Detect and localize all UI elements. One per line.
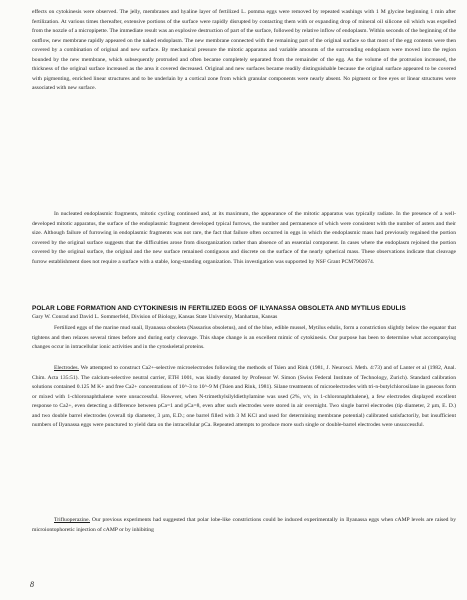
paragraph-introduction: Fertilized eggs of the marine mud snail, Ilyanassa obsoleta (Nassarius obsoletus), and of the blue, edible mussel, Mytilus edulis, form a constriction slightly below the equator that tightens and then relaxes several times before and during early cleavage. This shape change is an excellent mimic of cytokinesis. Our purpose has been to determine what accompanying changes occur in intracellular ionic activities and in the cytoskeletal proteins. [32, 325, 456, 350]
paragraph-electrodes [32, 364, 456, 431]
trifluoperazine-heading: Trifluoperazine. [54, 517, 90, 523]
electrodes-text: We attempted to construct Ca2+-selective microelectrodes following the methods of Tsien and Rink (1981, J. Neurosci. Meth. 4:73) and of Lanter et al (1982, Anal. Chim. Acta 135:51). The calcium-selective neutral carrier, ETH 1001, was kindly donated by Professor W. Simon (Swiss Federal Institute of Technology, Zurich). Standard calibration solutions contained 0.125 M K+ and free Ca2+ concentrations of 10^-3 to 10^-9 M (Tsien and Rink, 1981). Silane treatments of microelectrodes with tri-n-butylchlorosilane in gaseous form or mixed with 1-chloronaphthalene were unsuccessful. However, when N-trimethylsilyldiethylamine was used (2%, v/v, in 1-chloronaphthalene), a few electrodes displayed excellent response to Ca2+, even detecting a difference between pCa=1 and pCa=8, even after such electrodes were stored in air overnight. Two single barrel electrodes (tip diameter, 2 µm, E. D.) and two double barrel electrodes (overall tip diameter, 3 µm, E.D.; one barrel filled with 3 M KCl and used for determining membrane potential) calibrated satisfactorily, but insufficient numbers of Ilyanassa eggs were punctured to yield data on the intracellular pCa. Repeated attempts to produce more such single or double-barrel electrodes were unsuccessful. [32, 365, 456, 428]
electrodes-heading: Electrodes. [54, 365, 80, 371]
paragraph-cytokinesis-effects: effects on cytokinesis were observed. The jelly, membranes and hyaline layer of fertilized L. pomma eggs were removed by repeated washings with 1 M glycine beginning 1 min after fertilization. At various times thereafter, extensive portions of the surface were rapidly disrupted by contacting them with or expanding drop of mineral oil silicone oil which was expelled from the nozzle of a micropipette. The immediate result was an explosive destruction of part of the surface, followed by relative inflow of endoplasm. Within seconds of the beginning of the outflow, new membrane rapidly appeared on the naked endoplasm. The new membrane connected with the remaining part of the original surface so that most of the egg contents were then covered by a combination of original and new surface. By mechanical pressure the mitotic apparatus and variable amounts of the surrounding endoplasm were moved into the region bounded by the new membrane, which subsequently protruded and often became completely separated from the remainder of the egg. As the volume of the protrusion increased, the thickness of the original surface increased as the area it covered decreased. Original and new surfaces became readily distinguishable because the original surface appeared to be covered with pigmenting, enriched linear structures and to be underlain by a cortical zone from which granular components were nearly absent. No pigment or free eyes or linear structures were associated with new surface. [32, 9, 456, 91]
paragraph-endoplasmic-fragments: In nucleated endoplasmic fragments, mitotic cycling continued and, at its maximum, the appearance of the mitotic apparatus was typically radiate. In the presence of a well-developed mitotic apparatus, the surface of the endoplasmic fragment developed typical furrows, the number and permanence of which were consistent with the number of asters and their size. Although failure of furrowing in endoplasmic fragments was not rare, the fact that failure often occurred in eggs in which the endoplasmic mass had previously regained the portion covered by the original surface suggests that the difficulties arose from disorganization rather than absence of an essential component. In cases where the endoplasm rejoined the portion covered by the original surface, the original and the new surface remained contiguous and discrete on the surface of the nearly spherical mass. These observations indicate that cleavage furrow establishment does not require a surface with a stable, long-standing organization. This investigation was supported by NSF Grant PCM7902674. [32, 211, 456, 265]
section-title: POLAR LOBE FORMATION AND CYTOKINESIS IN FERTILIZED EGGS OF ILYANASSA OBSOLETA AND MYTILUS EDULIS [32, 305, 406, 312]
paragraph-trifluoperazine [32, 516, 456, 535]
page-number: 8 [30, 580, 34, 589]
authors-line: Gary W. Conrad and David L. Sommerfeld, Division of Biology, Kansas State University, Manhattan, Kansas [32, 314, 278, 320]
trifluoperazine-text: Our previous experiments had suggested that polar lobe-like constrictions could be induced experimentally in Ilyanassa eggs when cAMP levels are raised by microiontophoretic injection of cAMP or by inhibiting [32, 517, 456, 533]
